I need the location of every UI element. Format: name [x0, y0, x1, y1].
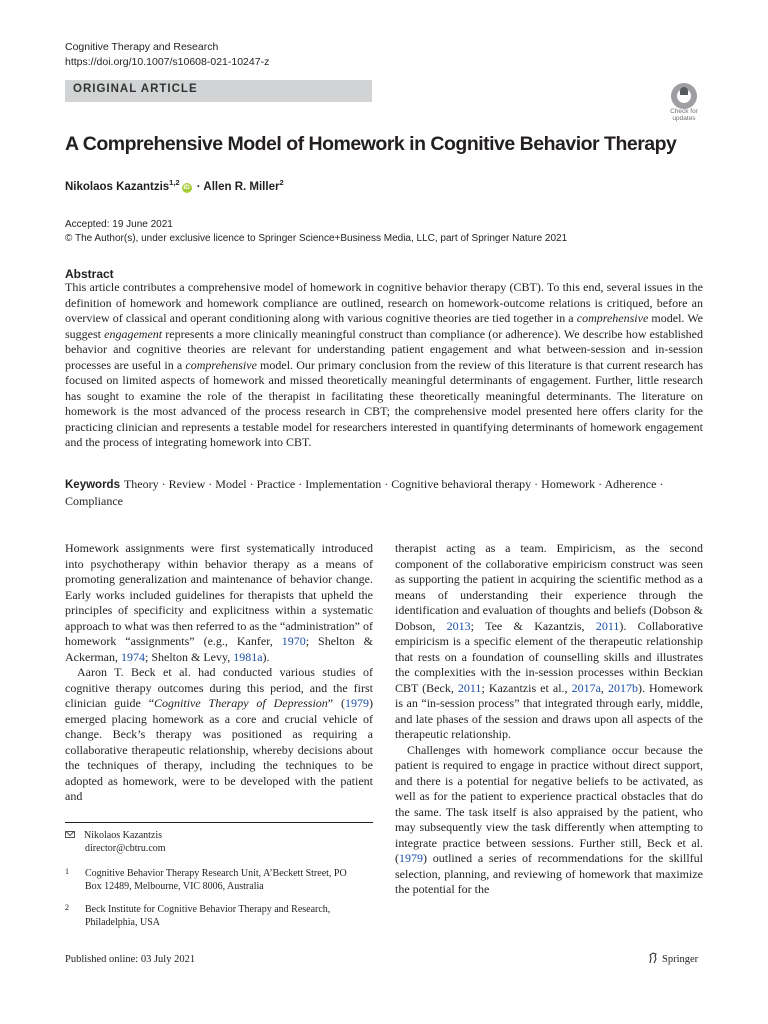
author-name[interactable]: Allen R. Miller — [203, 180, 280, 193]
abstract-heading: Abstract — [65, 267, 114, 281]
contact-email[interactable]: director@cbtru.com — [85, 843, 166, 854]
check-updates-icon — [671, 83, 697, 109]
body-column-right — [395, 541, 703, 898]
footnote-number: 2 — [65, 903, 69, 912]
author-list — [65, 178, 284, 193]
author-separator: · — [193, 180, 204, 193]
citation-link[interactable]: 2011 — [595, 618, 620, 633]
citation-link[interactable]: 2011 — [457, 680, 482, 695]
envelope-icon — [65, 831, 75, 838]
check-updates-text: Check for updates — [670, 108, 698, 122]
citation-link[interactable]: 2017b — [607, 680, 638, 695]
body-paragraph: Aaron T. Beck et al. had conducted various studies of cognitive therapy outcomes during this period, and the first clinician guide “Cognitive Therapy of Depression” (1979) emerged placing homework as a core and crucial vehicle of change. Beck’s therapy was positioned as requiring a collaborative therapeutic relationship, whereby decisions about the techniques of therapy, including the techniques to be adopted as homework, were to be developed with the patient and — [65, 665, 373, 803]
affiliation-footnote — [65, 867, 365, 893]
citation-link[interactable]: 2017a — [571, 680, 601, 695]
author-affiliation: 1,2 — [169, 178, 180, 187]
affiliation-footnote — [65, 903, 365, 929]
keywords-label: Keywords — [65, 479, 120, 491]
article-type-label: ORIGINAL ARTICLE — [73, 83, 198, 95]
copyright-line: © The Author(s), under exclusive licence to Springer Science+Business Media, LLC, part of Springer Nature 2021 — [65, 233, 568, 244]
journal-name: Cognitive Therapy and Research — [65, 41, 219, 53]
publisher-name: Springer — [662, 954, 699, 965]
citation-link[interactable]: 1981a — [233, 649, 263, 664]
springer-horse-icon — [648, 952, 658, 964]
contact-name: Nikolaos Kazantzis — [84, 830, 163, 841]
author-name[interactable]: Nikolaos Kazantzis — [65, 180, 170, 193]
accepted-date: Accepted: 19 June 2021 — [65, 219, 173, 230]
corresponding-author — [65, 829, 166, 855]
journal-header — [65, 40, 269, 70]
footnote-number: 1 — [65, 867, 69, 876]
footnote-divider — [65, 822, 373, 823]
author-affiliation: 2 — [279, 178, 284, 187]
body-paragraph: Challenges with homework compliance occur because the patient is required to engage in practice without direct support, and there is a potential for negative beliefs to be activated, as well as for the patient to experience practical obstacles that do the same. The task itself is also appraised by the patient, who may subsequently view the task differently when attempting to integrate practice between sessions. Further still, Beck et al. (1979) outlined a series of recommendations for the skillful selection, planning, and reviewing of homework that maximize the potential for the — [395, 742, 703, 896]
orcid-icon[interactable]: iD — [183, 183, 190, 191]
citation-link[interactable]: 1979 — [344, 696, 369, 710]
citation-link[interactable]: 2013 — [446, 618, 471, 633]
keywords-list: Theory · Review · Model · Practice · Implementation · Cognitive behavioral therapy · Homework · Adherence · Compliance — [65, 477, 664, 508]
body-paragraph: therapist acting as a team. Empiricism, as the second component of the collaborative empiricism construct was seen as supporting the patient in acquiring the scientific method as a means of understanding their experience through the identification and evaluation of thoughts and beliefs (Dobson & Dobson, 2013; Tee & Kazantzis, 2011). Collaborative empiricism is a specific element of the therapeutic relationship that rests on a foundation of counselling skills and illustrates the complexities with the in-session processes within Beckian CBT (Beck, 2011; Kazantzis et al., 2017a, 2017b). Homework is an “in-session process” that integrated through early, middle, and late phases of the session and draws upon all aspects of the therapeutic relationship. — [395, 541, 703, 741]
keywords — [65, 477, 703, 509]
doi-link[interactable]: https://doi.org/10.1007/s10608-021-10247-z — [65, 56, 270, 68]
citation-link[interactable]: 1970 — [281, 634, 306, 648]
published-date: Published online: 03 July 2021 — [65, 954, 196, 965]
article-type-bar — [65, 80, 372, 102]
article-dates — [65, 218, 567, 246]
body-column-left — [65, 541, 373, 805]
body-paragraph: Homework assignments were first systematically introduced into psychotherapy within behavior therapy as a means of promoting generalization and maintenance of behavior change. Early works included guidelines for therapists that upheld the principles of specificity and explicitness within a systematic approach to what was then referred to as the “administration” of homework “assignments” (e.g., Kanfer, 1970; Shelton & Ackerman, 1974; Shelton & Levy, 1981a). — [65, 541, 373, 664]
footnote-text: Beck Institute for Cognitive Behavior Therapy and Research, Philadelphia, USA — [85, 904, 331, 928]
citation-link[interactable]: 1974 — [120, 649, 145, 664]
publisher-logo — [648, 952, 698, 965]
abstract-text: This article contributes a comprehensive model of homework in cognitive behavior therapy (CBT). To this end, several issues in the definition of homework and homework compliance are outlined, research on homework-outcome relations is critiqued, before an overview of classical and operant conditioning along with various cognitive theories are tied together in a comprehensive model. We suggest engagement represents a more clinically meaningful construct than compliance (or adherence). We describe how established behavior and cognitive theories are relevant for understanding patient engagement and what between-session and in-session processes are useful in a comprehensive model. Our primary conclusion from the review of this literature is that current research has focused on limited aspects of homework and missed theoretically meaningful determinants of engagement. Further, little research has sought to examine the role of the therapist in facilitating these theoretically meaningful determinants. The literature on homework is the most advanced of the process research in CBT; the comprehensive model presented here offers clarity for the practicing clinician and represents a testable model for researchers interested in quantifying determinants of homework engagement and the process of integrating homework into CBT. — [65, 280, 704, 449]
footnote-text: Cognitive Behavior Therapy Research Unit, A’Beckett Street, PO Box 12489, Melbourne, VIC 8006, Australia — [85, 868, 347, 892]
citation-link[interactable]: 1979 — [399, 851, 423, 865]
article-title: A Comprehensive Model of Homework in Cognitive Behavior Therapy — [65, 133, 677, 155]
check-for-updates-badge[interactable] — [664, 83, 704, 123]
